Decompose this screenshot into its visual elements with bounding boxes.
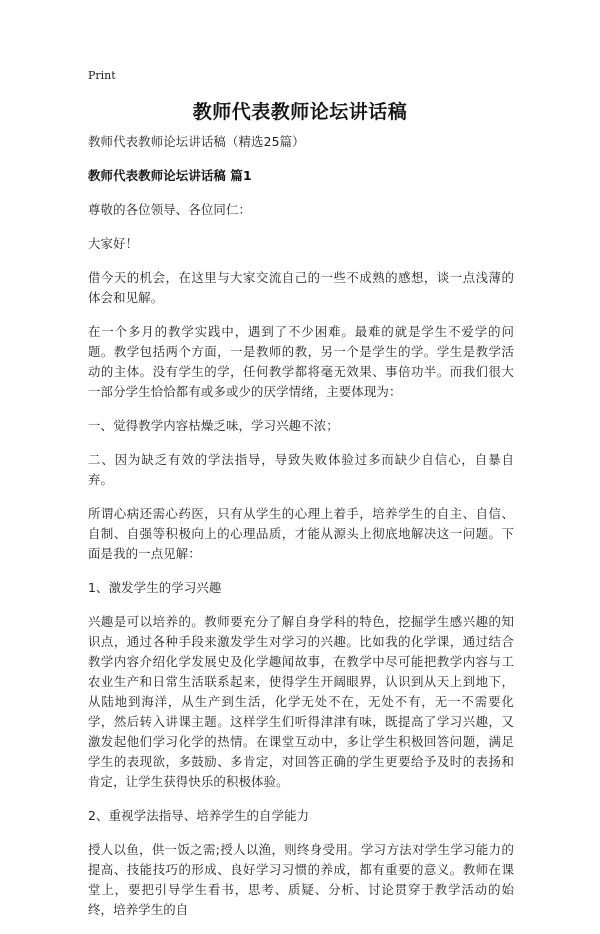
paragraph-intro: 借今天的机会，在这里与大家交流自己的一些不成熟的感想，谈一点浅薄的体会和见解。: [88, 270, 514, 305]
section-heading: 教师代表教师论坛讲话稿 篇1: [88, 168, 252, 183]
print-link[interactable]: Print: [88, 69, 116, 82]
document-body: [88, 132, 514, 934]
paragraph-problem: 在一个多月的教学实践中，遇到了不少困难。最难的就是学生不爱学的问题。教学包括两个方面，一是教师的教，另一个是学生的学。学生是教学活动的主体。没有学生的学，任何教学都将毫无效果、事倍功半。而我们很大一部分学生恰恰都有或多或少的厌学情绪，主要体现为：: [88, 324, 514, 399]
subheading-method: 2、重视学法指导、培养学生的自学能力: [88, 808, 310, 823]
paragraph-salutation: 尊敬的各位领导、各位同仁：: [88, 202, 252, 217]
paragraph-greeting: 大家好！: [88, 236, 139, 251]
document-title: 教师代表教师论坛讲话稿: [192, 101, 408, 123]
paragraph-solution: 所谓心病还需心药医，只有从学生的心理上着手，培养学生的自主、自信、自制、自强等积极向上的心理品质，才能从源头上彻底地解决这一问题。下面是我的一点见解：: [88, 506, 514, 561]
subheading-interest: 1、激发学生的学习兴趣: [88, 580, 222, 595]
paragraph-point-two: 二、因为缺乏有效的学法指导，导致失败体验过多而缺少自信心，自暴自弃。: [88, 452, 514, 487]
paragraph-method: 授人以鱼，供一饭之需;授人以渔，则终身受用。学习方法对学生学习能力的提高、技能技巧的形成、良好学习习惯的养成，都有重要的意义。教师在课堂上，要把引导学生看书，思考、质疑、分析、讨论贯穿于教学活动的始终，培养学生的自: [88, 842, 514, 917]
paragraph-point-one: 一、觉得教学内容枯燥乏味，学习兴趣不浓；: [88, 418, 339, 433]
paragraph-interest: 兴趣是可以培养的。教师要充分了解自身学科的特色，挖掘学生感兴趣的知识点，通过各种手段来激发学生对学习的兴趣。比如我的化学课，通过结合教学内容介绍化学发展史及化学趣闻故事，在教学中尽可能把教学内容与工农业生产和日常生活联系起来，使得学生开阔眼界，认识到从天上到地下，从陆地到海洋，从生产到生活，化学无处不在，无处不有，无一不需要化学，然后转入讲课主题。这样学生们听得津津有味，既提高了学习兴趣，又激发起他们学习化学的热情。在课堂互动中，多让学生积极回答问题，满足学生的表现欲，多鼓励、多肯定，对回答正确的学生更要给予及时的表扬和肯定，让学生获得快乐的积极体验。: [88, 614, 514, 789]
document-subtitle: 教师代表教师论坛讲话稿（精选25篇）: [88, 134, 305, 149]
